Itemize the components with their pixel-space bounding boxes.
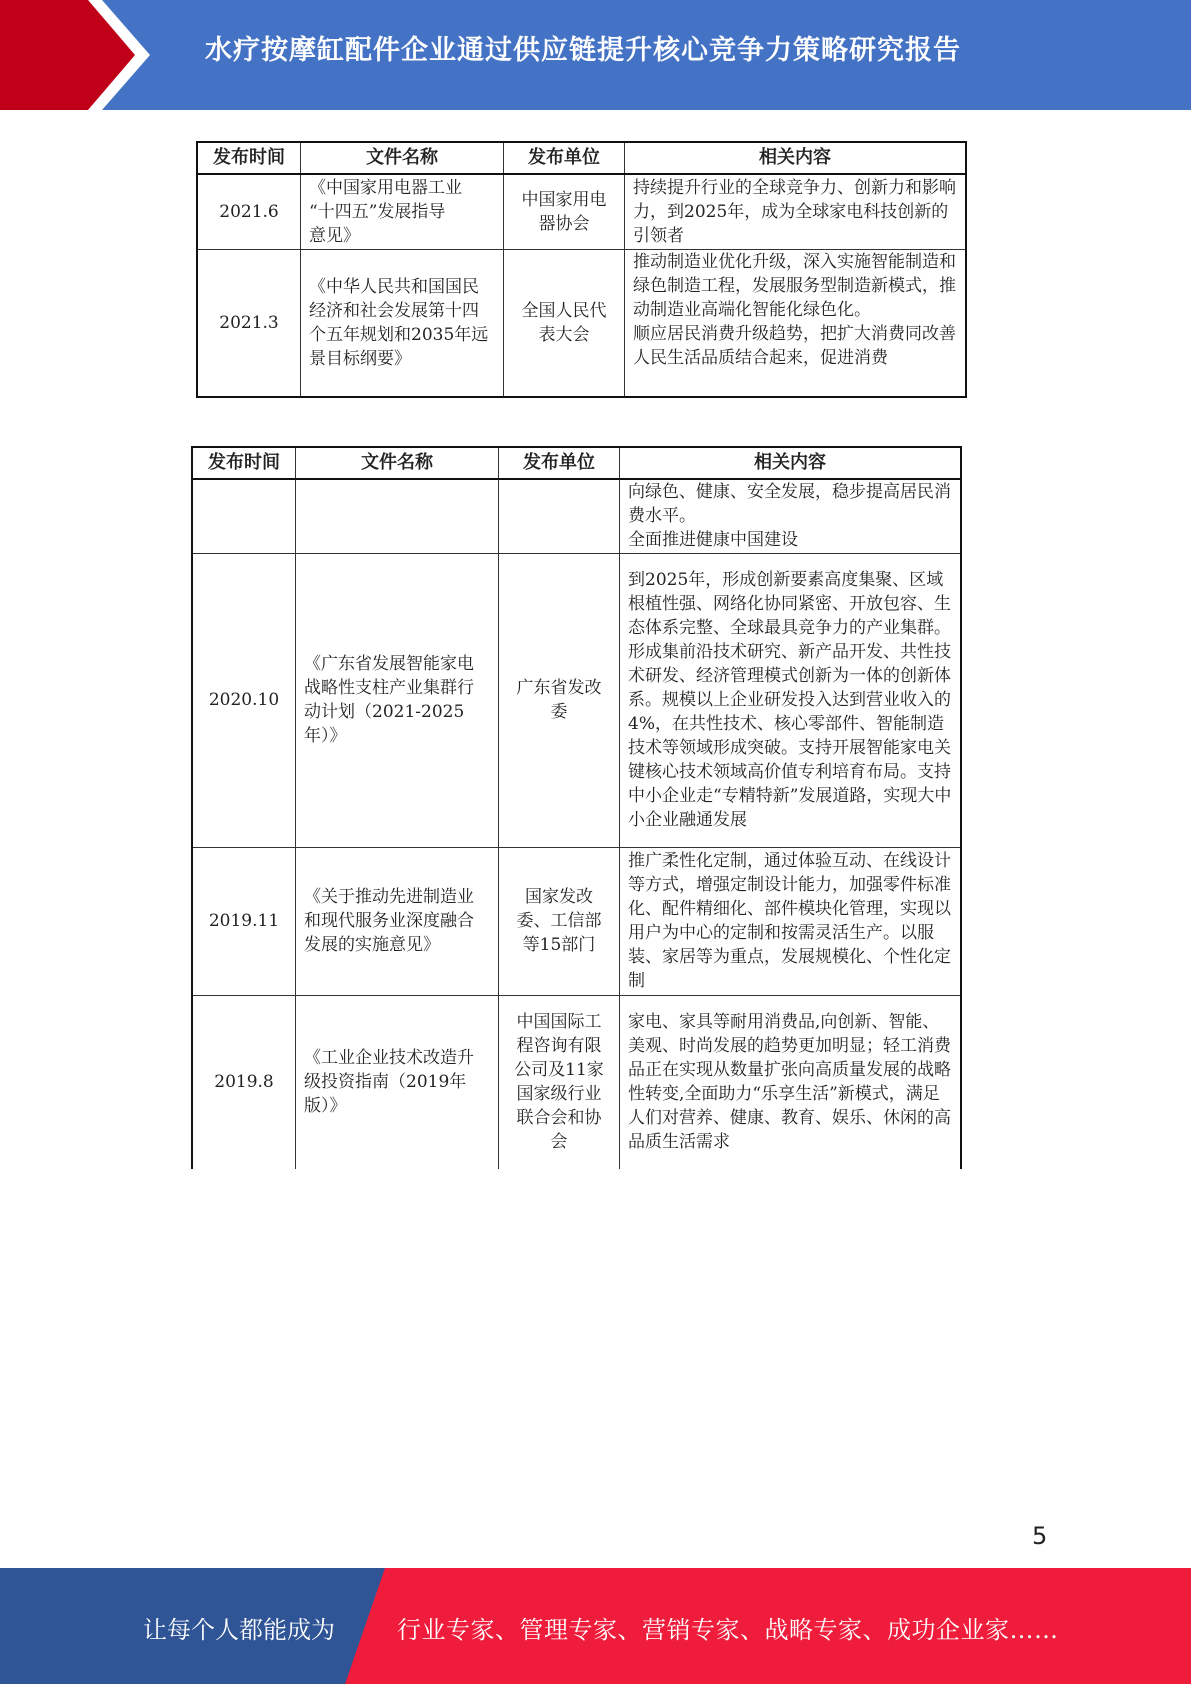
cell-content: 持续提升行业的全球竞争力、创新力和影响力，到2025年，成为全球家电科技创新的引领者	[625, 174, 967, 249]
cell-content: 家电、家具等耐用消费品,向创新、智能、美观、时尚发展的趋势更加明显；轻工消费品正在实现从数量扩张向高质量发展的战略性转变,全面助力“乐享生活”新模式，满足人们对营养、健康、教育、娱乐、休闲的高品质生活需求	[620, 995, 962, 1169]
page-header	[0, 0, 1191, 110]
cell-content: 推广柔性化定制，通过体验互动、在线设计等方式，增强定制设计能力，加强零件标准化、配件精细化、部件模块化管理，实现以用户为中心的定制和按需灵活生产。以服装、家居等为重点，发展规模化、个性化定制	[620, 847, 962, 995]
cell-document: 《关于推动先进制造业和现代服务业深度融合发展的实施意见》	[296, 847, 499, 995]
cell-publisher: 中国家用电 器协会	[504, 174, 625, 249]
table-row	[192, 995, 961, 1169]
cell-date: 2020.10	[192, 553, 296, 847]
cell-content: 向绿色、健康、安全发展，稳步提高居民消费水平。 全面推进健康中国建设	[620, 479, 962, 553]
header-publisher: 发布单位	[504, 142, 625, 174]
header-content: 相关内容	[620, 447, 962, 479]
cell-date: 2019.8	[192, 995, 296, 1169]
footer-slogan-left: 让每个人都能成为	[143, 1616, 335, 1644]
header-content: 相关内容	[625, 142, 967, 174]
cell-date	[192, 479, 296, 553]
table-row	[192, 847, 961, 995]
cell-document: 《广东省发展智能家电战略性支柱产业集群行动计划（2021-2025年）》	[296, 553, 499, 847]
cell-date: 2021.3	[197, 249, 301, 397]
policy-table-1	[196, 141, 967, 398]
page-number: 5	[1032, 1522, 1048, 1550]
table-row	[192, 479, 961, 553]
cell-document	[296, 479, 499, 553]
cell-publisher: 中国国际工 程咨询有限 公司及11家 国家级行业 联合会和协 会	[499, 995, 620, 1169]
header-date: 发布时间	[192, 447, 296, 479]
table-row	[192, 553, 961, 847]
cell-publisher: 广东省发改 委	[499, 553, 620, 847]
cell-publisher: 全国人民代 表大会	[504, 249, 625, 397]
cell-publisher: 国家发改 委、工信部 等15部门	[499, 847, 620, 995]
page-footer	[0, 1568, 1191, 1684]
table-header-row	[197, 142, 966, 174]
cell-document: 《中华人民共和国国民经济和社会发展第十四个五年规划和2035年远景目标纲要》	[301, 249, 504, 397]
cell-publisher	[499, 479, 620, 553]
header-document: 文件名称	[296, 447, 499, 479]
table-row	[197, 249, 966, 397]
footer-slogan-right: 行业专家、管理专家、营销专家、战略专家、成功企业家……	[397, 1616, 1059, 1644]
report-title: 水疗按摩缸配件企业通过供应链提升核心竞争力策略研究报告	[205, 35, 961, 66]
header-document: 文件名称	[301, 142, 504, 174]
header-date: 发布时间	[197, 142, 301, 174]
table-header-row	[192, 447, 961, 479]
cell-content: 推动制造业优化升级，深入实施智能制造和绿色制造工程，发展服务型制造新模式，推动制造业高端化智能化绿色化。 顺应居民消费升级趋势，把扩大消费同改善人民生活品质结合起来，促进消费	[625, 249, 967, 397]
policy-table-2	[191, 446, 962, 1169]
cell-date: 2019.11	[192, 847, 296, 995]
header-publisher: 发布单位	[499, 447, 620, 479]
header-red-arrow-shape	[0, 0, 150, 110]
cell-content: 到2025年，形成创新要素高度集聚、区域根植性强、网络化协同紧密、开放包容、生态体系完整、全球最具竞争力的产业集群。形成集前沿技术研究、新产品开发、共性技术研发、经济管理模式创新为一体的创新体系。规模以上企业研发投入达到营业收入的4%，在共性技术、核心零部件、智能制造技术等领域形成突破。支持开展智能家电关键核心技术领域高价值专利培育布局。支持中小企业走“专精特新”发展道路，实现大中小企业融通发展	[620, 553, 962, 847]
cell-date: 2021.6	[197, 174, 301, 249]
table-row	[197, 174, 966, 249]
cell-document: 《中国家用电器工业 “十四五”发展指导 意见》	[301, 174, 504, 249]
cell-document: 《工业企业技术改造升级投资指南（2019年版）》	[296, 995, 499, 1169]
